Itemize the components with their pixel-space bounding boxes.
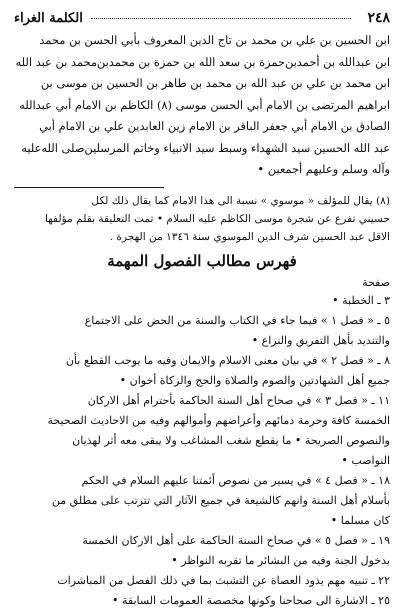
index-title: فهرس مطالب الفصول المهمة xyxy=(107,251,297,270)
footnote-line: (٨) يقال للمؤلف « موسوي » نسبة الى هذا الامام كما يقال ذلك لكل xyxy=(91,194,390,207)
text-line: ابن الحسين بن علي بن محمد بن تاج الدين المعروف بأبي الحسن بن محمد xyxy=(39,33,390,47)
toc-line: والتنديد بأهل التفريق والنزاع • xyxy=(251,333,390,347)
toc-line: ١١ ـ « فصل ٣ » في صحاح أهل السنة الحاكمة بأحترام أهل الاركان xyxy=(87,393,390,407)
toc-line: ٥ ـ « فصل ١ » فيما جاء في الكتاب والسنة من الحض على الاجتماع xyxy=(84,313,390,327)
toc-line: النواصب • xyxy=(341,453,390,467)
page-column-label: صفحة xyxy=(362,275,390,289)
toc-line: جميع أهل الشهادتين والصوم والصلاة والحج والزكاة أخوان • xyxy=(119,373,390,387)
toc-line: بأسلام أهل السنة وانهم كالشيعة في جميع الآثار التي تترتب على مطلق من xyxy=(51,493,390,507)
footnote-line: حسيني تفرع عن شجرة موسى الكاظم عليه السلام • تمت التعليقة بقلم مؤلفها xyxy=(44,212,390,225)
toc-line: كان مسلما • xyxy=(330,513,390,527)
toc-line: والنصوص الصريحة • ما يقطع شغب المشاغب ولا يبقى معه أثر لهذيان xyxy=(72,433,390,447)
toc-line: ٣ ـ الخطبة • xyxy=(332,293,390,307)
toc-line: ١٨ ـ « فصل ٤ » في يسير من نصوص أئمتنا عليهم السلام في الحكم xyxy=(81,473,390,487)
footnote-separator xyxy=(14,187,164,188)
text-line: الصادق بن الامام أبي جعفر الباقر بن الامام زين العابدين علي بن الامام أبي xyxy=(39,119,390,133)
toc-line: ٢٢ ـ تنبيه مهم يذود العصاة عن التشبث بما في ذلك الفصل من المباشرات xyxy=(57,573,390,587)
toc-line: بدخول الجنة وفيه من البشائر ما تقربه النواظر • xyxy=(171,553,390,567)
page-number: ٢٤٨ xyxy=(367,10,390,26)
book-page xyxy=(14,6,390,607)
toc-line: ١٩ ـ « فصل ٥ » في صحاح السنة الحاكمة على أهل الاركان الخمسة xyxy=(82,533,390,547)
text-line: ابراهيم المرتضى بن الامام أبي الحسن موسى (٨) الكاظم بن الامام أبي عبدالله xyxy=(19,97,390,112)
text-line: ابن عبدالله بن أحمدبن‌حمزة بن سعد الله بن حمزة بن محمدبن‌محمد بن عبد الله xyxy=(15,54,390,69)
footnote-line: الاقل عبد الحسين شرف الدين الموسوي سنة ١٣٤٦ من الهجرة . xyxy=(109,230,390,243)
table-of-contents xyxy=(14,291,390,611)
page-header xyxy=(14,6,390,30)
text-line: ابن محمد بن علي بن عبد الله بن محمد بن طاهر بن الحسين بن موسى بن xyxy=(40,76,390,90)
header-rule xyxy=(91,18,352,19)
main-text xyxy=(14,30,390,181)
footnote xyxy=(14,192,390,246)
running-title: الكلمة الغراء xyxy=(14,10,83,26)
text-line: عبد الله الحسين سيد الشهداء وسبط سيد الانبياء وخاتم المرسلين‌صلى الله‌عليه xyxy=(21,140,390,155)
toc-line: ٨ ـ « فصل ٢ » في بيان معنى الاسلام والايمان وفيه ما يوجب القطع بأن xyxy=(65,353,390,367)
toc-line: الخمسة كافة وحرمة دمائهم وأعراضهم وأموالهم وفيه من الاحاديث الصحيحة xyxy=(47,413,390,427)
toc-line: ٢٥ ـ الاشارة الى صحاحنا وكونها مخصصة العمومات السابقة • xyxy=(112,593,390,607)
text-line: وآله وسلم وعليهم أجمعين • xyxy=(257,162,390,176)
